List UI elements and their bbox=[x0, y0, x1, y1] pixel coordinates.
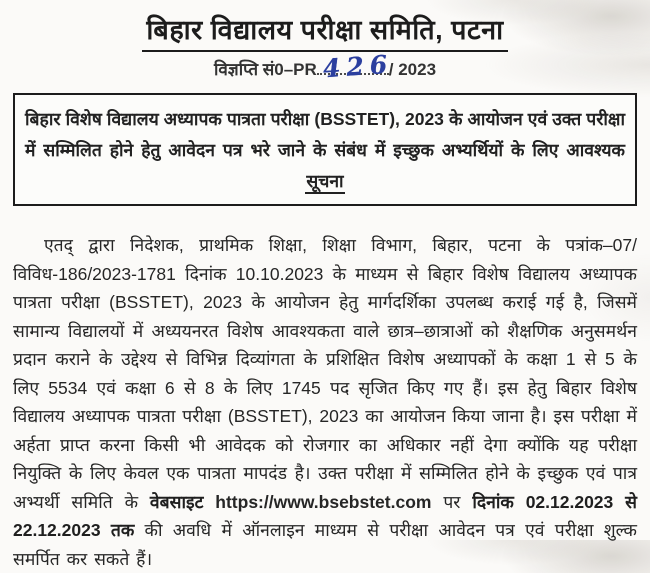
body-paragraph bbox=[13, 231, 637, 573]
notice-box-text: बिहार विशेष विद्यालय अध्यापक पात्रता परीक्षा (BSSTET), 2023 के आयोजन एवं उक्त परीक्षा में सम्मिलित होने हेतु आवेदन पत्र भरे जाने के संबंध में इच्छुक अभ्यर्थियों के लिए आवश्यक bbox=[25, 109, 625, 160]
body-run-0: एतद् द्वारा निदेशक, प्राथमिक शिक्षा, शिक्षा विभाग, बिहार, पटना के पत्रांक–07/विविध-186/2023-1781 दिनांक 10.10.2023 के माध्यम से बिहार विशेष विद्यालय अध्यापक पात्रता परीक्षा (BSSTET), 2023 के आयोजन हेतु मार्गदर्शिका उपलब्ध कराई गई है, जिसमें सामान्य विद्यालयों में अध्ययनरत विशेष आवश्यकता वाले छात्र–छात्राओं को शैक्षणिक अनुसमर्थन प्रदान कराने के उद्देश्य से विभिन्न दिव्यांगता के प्रशिक्षित विशेष अध्यापकों के कक्षा 1 से 5 के लिए 5534 एवं कक्षा 6 से 8 के लिए 1745 पद सृजित किए गए हैं। इस हेतु बिहार विशेष विद्यालय अध्यापक पात्रता परीक्षा (BSSTET), 2023 का आयोजन किया जाना है। इस परीक्षा में अर्हता प्राप्त करना किसी भी आवेदक को रोजगार का अधिकार नहीं देगा क्योंकि यह परीक्षा नियुक्ति के लिए केवल एक पात्रता मापदंड है। उक्त परीक्षा में सम्मिलित होने के इच्छुक एवं पात्र अभ्यर्थी समिति के bbox=[13, 235, 637, 512]
body-run-4: पर bbox=[431, 491, 473, 512]
notice-box bbox=[13, 93, 637, 206]
notice-box-heading: सूचना bbox=[25, 166, 625, 197]
body-run-website-label: वेबसाइट bbox=[149, 491, 204, 512]
notification-number-line bbox=[13, 49, 637, 84]
notification-ref-label: विज्ञप्ति सं0–PR bbox=[213, 60, 317, 79]
document-header bbox=[13, 10, 637, 84]
notification-ref-year: / 2023 bbox=[388, 60, 437, 79]
body-run-dates: दिनांक 02.12.2023 से 22.12.2023 तक bbox=[13, 491, 637, 540]
handwritten-number: 426 bbox=[321, 49, 394, 84]
dotted-leader bbox=[317, 49, 394, 84]
body-run-space bbox=[203, 492, 215, 512]
body-run-6: की अवधि में ऑनलाइन माध्यम से परीक्षा आवेदन पत्र एवं परीक्षा शुल्क समर्पित कर सकते हैं। bbox=[13, 520, 637, 569]
website-url-text: https://www.bsebstet.com bbox=[215, 491, 432, 512]
page-title: बिहार विद्यालय परीक्षा समिति, पटना bbox=[142, 10, 507, 52]
